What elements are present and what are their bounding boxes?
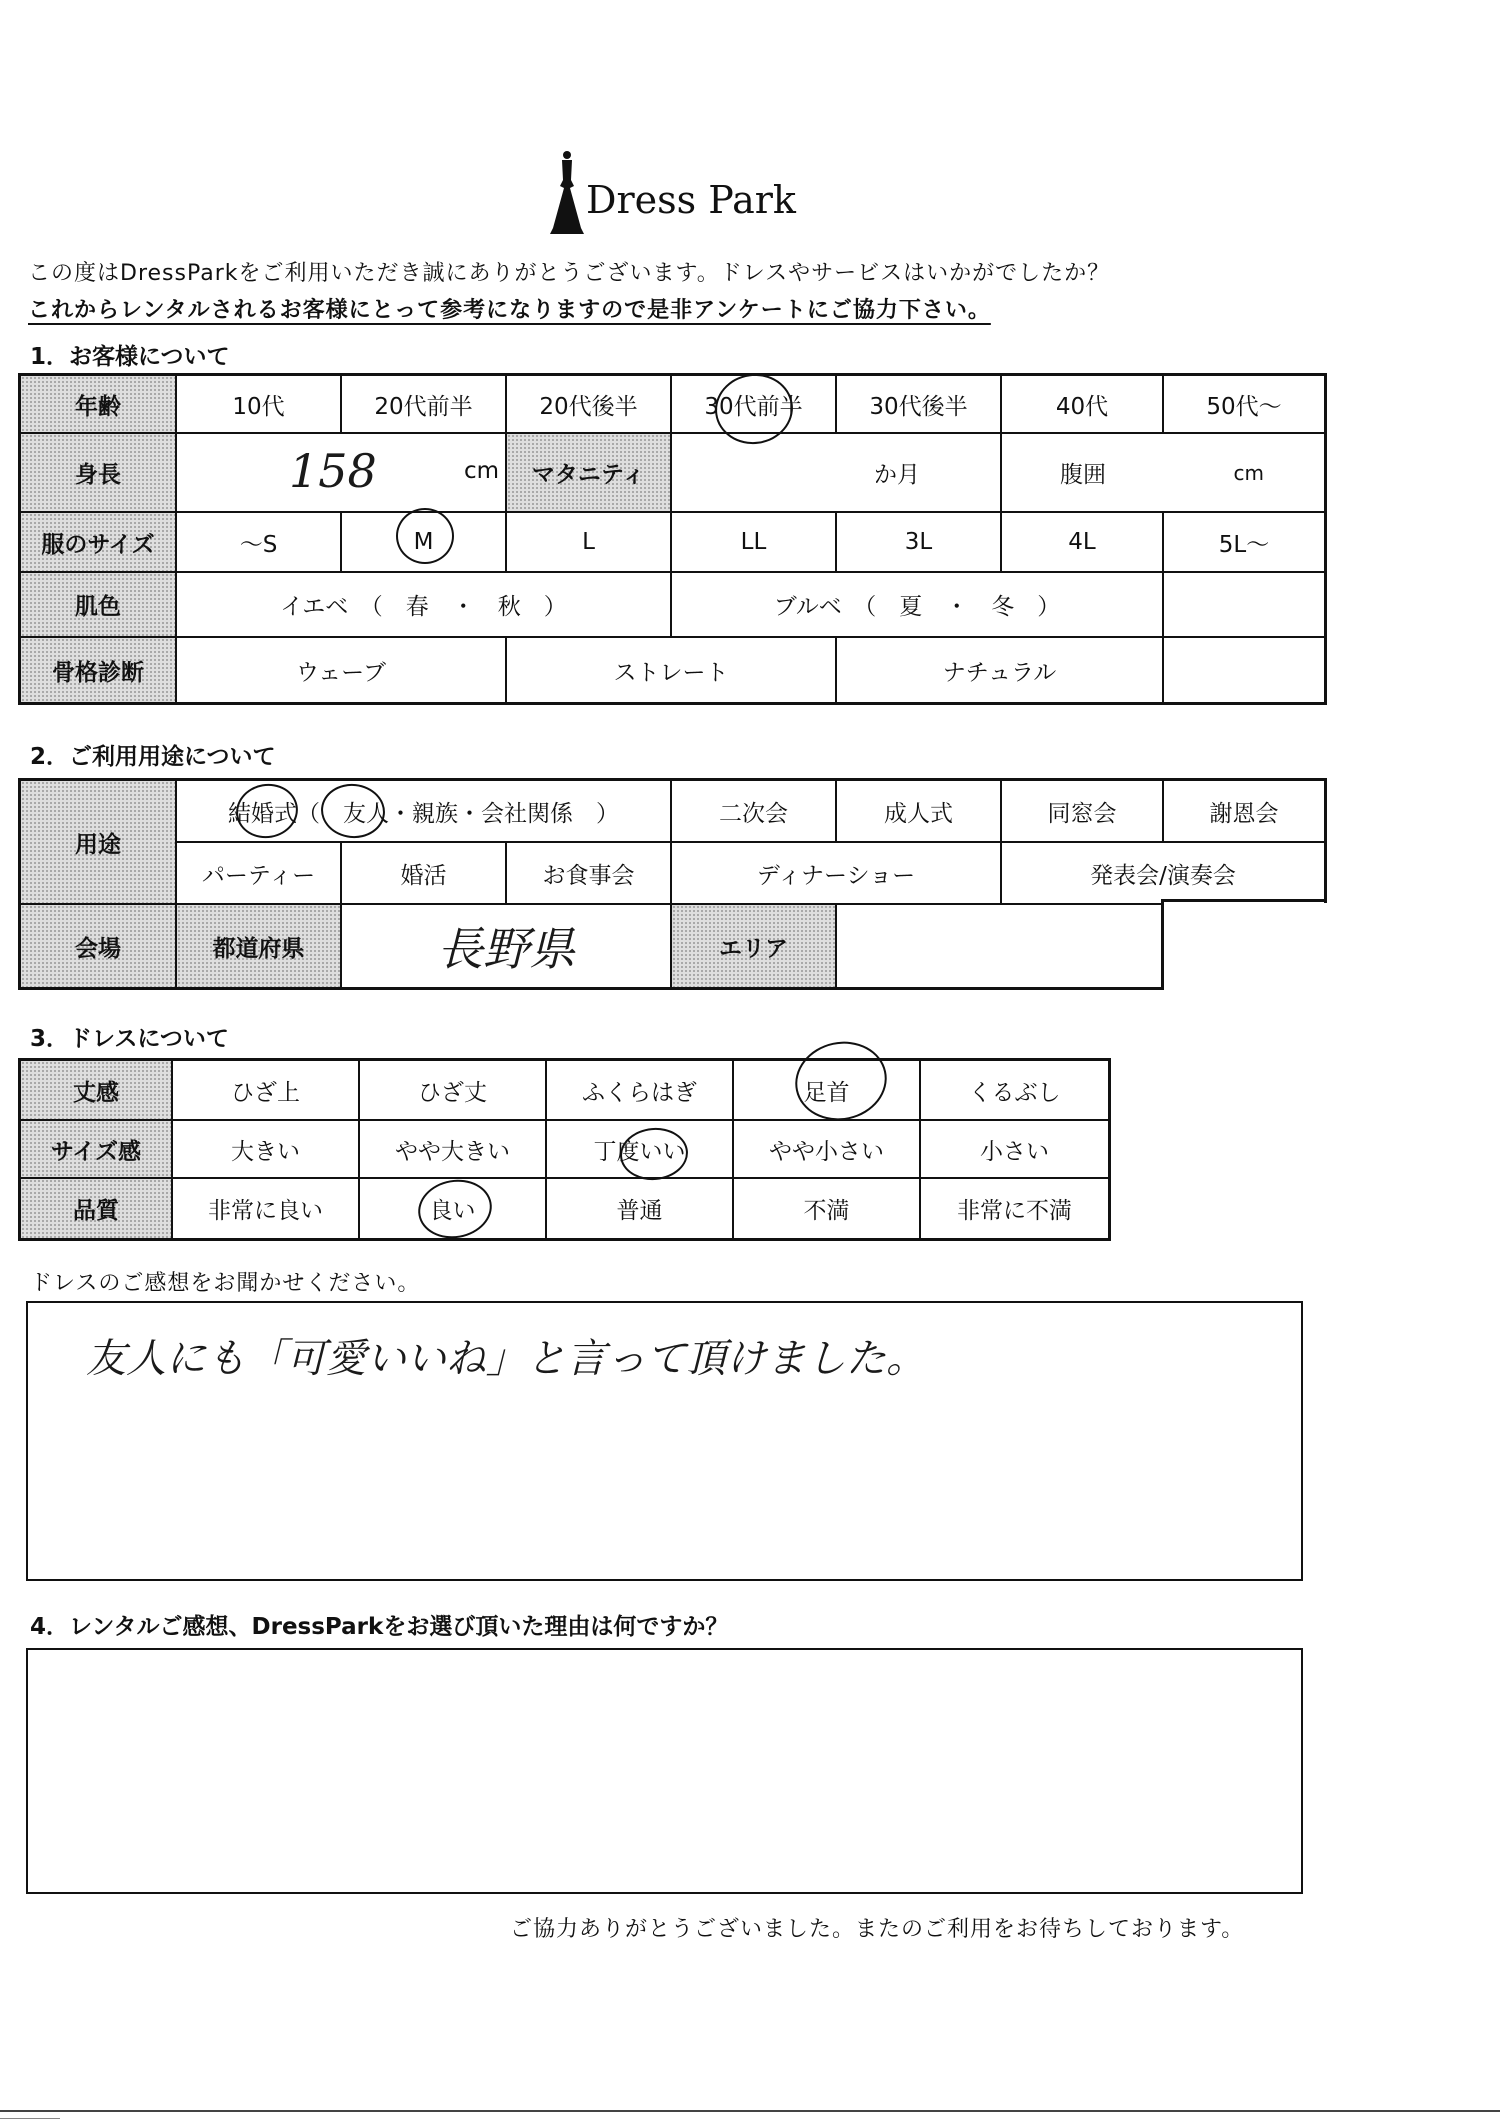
dresspark-logo (550, 150, 796, 240)
purpose-option[interactable]: パーティー (177, 843, 342, 905)
length-option[interactable]: ひざ上 (173, 1061, 360, 1121)
venue-corner-edge (1161, 902, 1164, 990)
age-option-selected[interactable]: 30代前半 (672, 376, 837, 434)
venue-corner-mask (1163, 903, 1333, 995)
fit-option[interactable]: 小さい (921, 1121, 1108, 1179)
size-option[interactable]: ～S (177, 513, 342, 573)
closing-message: ご協力ありがとうございました。またのご利用をお待ちしております。 (510, 1917, 1245, 1942)
venue-corner-edge (1161, 899, 1327, 902)
height-unit: cm (463, 458, 499, 484)
age-option[interactable]: 20代後半 (507, 376, 672, 434)
waist-unit: cm (1233, 460, 1264, 485)
purpose-option[interactable]: 婚活 (342, 843, 507, 905)
purpose-wedding-option[interactable]: 結婚式（ 友人・親族・会社関係 ） (177, 781, 672, 843)
purpose-label: 用途 (21, 781, 177, 905)
frame-empty-cell (1164, 638, 1324, 702)
reason-box[interactable] (26, 1648, 1303, 1894)
size-option[interactable]: 5L～ (1164, 513, 1324, 573)
fit-option[interactable]: 大きい (173, 1121, 360, 1179)
size-option-selected[interactable]: M (342, 513, 507, 573)
quality-option[interactable]: 普通 (547, 1179, 734, 1238)
frame-option[interactable]: ウェーブ (177, 638, 507, 702)
size-label: 服のサイズ (21, 513, 177, 573)
height-field[interactable] (177, 434, 507, 513)
fit-label: サイズ感 (21, 1121, 173, 1179)
quality-label: 品質 (21, 1179, 173, 1238)
section-4-title: 4．レンタルご感想、DressParkをお選び頂いた理由は何ですか？ (30, 1614, 729, 1640)
frame-label: 骨格診断 (21, 638, 177, 702)
age-option[interactable]: 10代 (177, 376, 342, 434)
quality-option-selected[interactable]: 良い (360, 1179, 547, 1238)
purpose-option[interactable]: 謝恩会 (1164, 781, 1324, 843)
prefecture-value: 長野県 (437, 922, 575, 976)
quality-option[interactable]: 不満 (734, 1179, 921, 1238)
length-option[interactable]: ふくらはぎ (547, 1061, 734, 1121)
size-option[interactable]: 4L (1002, 513, 1164, 573)
maternity-label: マタニティ (507, 434, 672, 513)
quality-option[interactable]: 非常に不満 (957, 1198, 1072, 1224)
age-option[interactable]: 50代～ (1164, 376, 1324, 434)
size-option[interactable]: L (507, 513, 672, 573)
scan-edge-line (0, 2118, 60, 2119)
length-label: 丈感 (21, 1061, 173, 1121)
purpose-option[interactable]: ディナーショー (672, 843, 1002, 905)
height-value: 158 (289, 444, 377, 498)
customer-table (18, 373, 1327, 705)
age-label: 年齢 (21, 376, 177, 434)
length-option-selected[interactable]: 足首 (734, 1061, 921, 1121)
fit-option[interactable]: やや小さい (734, 1121, 921, 1179)
comment-box[interactable] (26, 1301, 1303, 1581)
frame-option[interactable]: ナチュラル (837, 638, 1164, 702)
scan-edge-line (0, 2110, 1500, 2112)
skin-empty-cell (1164, 573, 1324, 638)
purpose-option[interactable]: 同窓会 (1002, 781, 1164, 843)
skin-blue-option[interactable]: ブルベ （ 夏 ・ 冬 ） (672, 573, 1164, 638)
comment-prompt: ドレスのご感想をお聞かせください。 (30, 1271, 421, 1296)
size-option[interactable]: 3L (837, 513, 1002, 573)
maternity-months-field[interactable] (672, 434, 1002, 513)
comment-text: 友人にも「可愛いいね」と言って頂けました。 (86, 1336, 926, 1382)
section-2-title: 2．ご利用用途について (30, 744, 276, 770)
age-option[interactable]: 30代後半 (837, 376, 1002, 434)
venue-label: 会場 (21, 905, 177, 987)
purpose-option[interactable]: お食事会 (507, 843, 672, 905)
height-label: 身長 (21, 434, 177, 513)
length-option[interactable]: くるぶし (921, 1061, 1108, 1121)
skin-yellow-option[interactable]: イエベ （ 春 ・ 秋 ） (177, 573, 672, 638)
skin-label: 肌色 (21, 573, 177, 638)
section-3-title: 3．ドレスについて (30, 1026, 229, 1052)
dress-icon (550, 150, 584, 236)
length-option[interactable]: ひざ丈 (360, 1061, 547, 1121)
purpose-table (18, 778, 1327, 990)
dress-table (18, 1058, 1111, 1241)
quality-option[interactable]: 非常に良い (173, 1179, 360, 1238)
brand-name: Dress Park (586, 178, 796, 222)
selection-circle (396, 508, 454, 564)
frame-option[interactable]: ストレート (507, 638, 837, 702)
area-label: エリア (672, 905, 837, 987)
fit-option[interactable]: やや大きい (360, 1121, 547, 1179)
waist-label: 腹囲 (1060, 462, 1106, 488)
fit-option-selected[interactable]: 丁度いい (547, 1121, 734, 1179)
purpose-option[interactable]: 成人式 (837, 781, 1002, 843)
prefecture-field[interactable] (342, 905, 672, 987)
age-option[interactable]: 40代 (1002, 376, 1164, 434)
age-option[interactable]: 20代前半 (342, 376, 507, 434)
months-unit: か月 (874, 462, 920, 488)
section-1-title: 1．お客様について (30, 344, 230, 370)
purpose-option[interactable]: 二次会 (672, 781, 837, 843)
purpose-option[interactable]: 発表会/演奏会 (1002, 843, 1324, 905)
intro-line-1: この度はDressParkをご利用いただき誠にありがとうございます。ドレスやサービスはいかがでしたか？ (28, 261, 1111, 286)
waist-field[interactable] (1002, 434, 1324, 513)
prefecture-label: 都道府県 (177, 905, 342, 987)
area-field[interactable] (837, 905, 1164, 987)
intro-line-2: これからレンタルされるお客様にとって参考になりますので是非アンケートにご協力下さい。 (28, 298, 991, 323)
size-option[interactable]: LL (672, 513, 837, 573)
